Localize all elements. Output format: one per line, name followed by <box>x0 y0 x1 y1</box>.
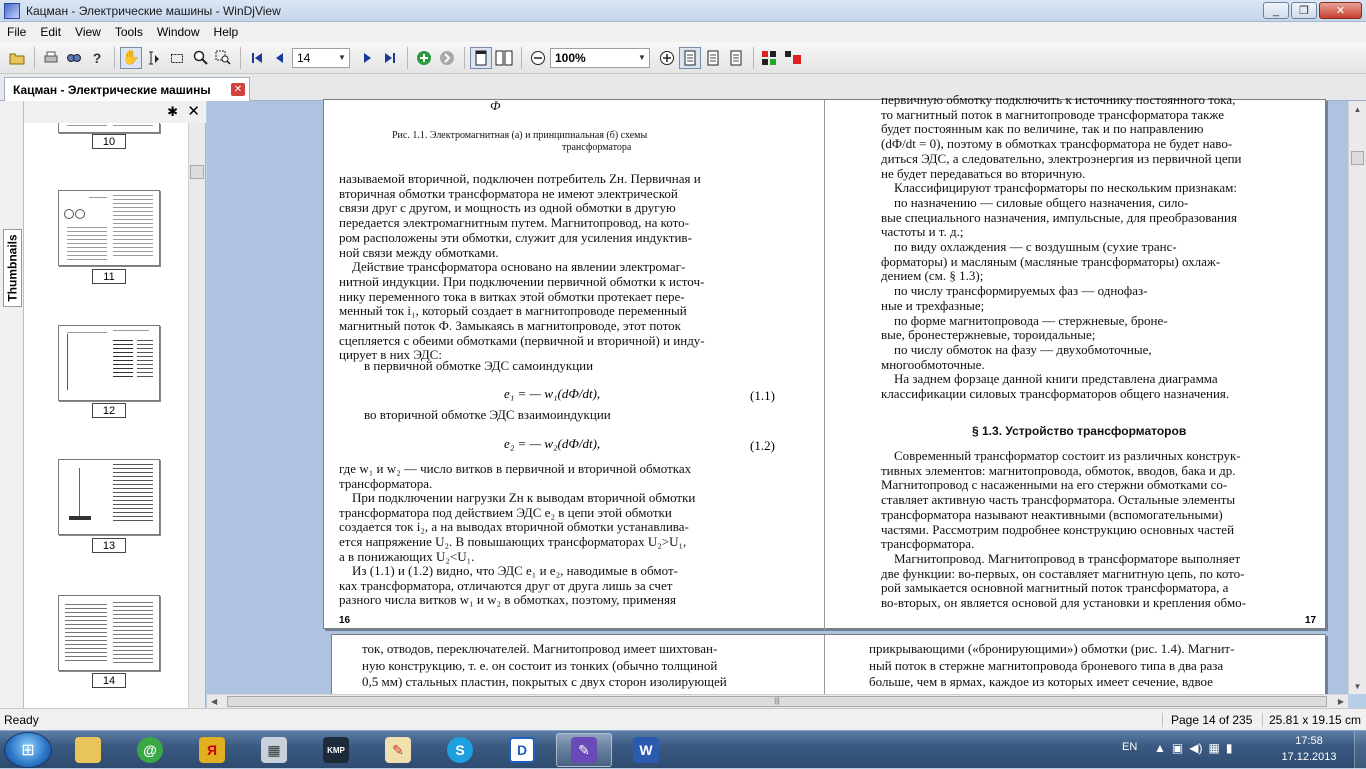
text-line: ставляет активную часть трансформатора. Остальные элементы <box>881 492 1236 508</box>
antivirus-icon[interactable]: ▦ <box>1208 741 1220 755</box>
system-tray <box>1116 731 1366 769</box>
page-number-value: 14 <box>297 50 311 65</box>
text-line: прикрывающими («бронирующими») обмотки (рис. 1.4). Магнит- <box>869 641 1235 656</box>
chat-icon: @ <box>137 737 163 763</box>
word-icon: W <box>633 737 659 763</box>
text-line: больше, чем в ярмах, каждое из которых имеет сечение, вдвое <box>869 674 1213 689</box>
text-select-icon[interactable] <box>143 47 165 69</box>
title-bar <box>0 0 1366 22</box>
page-number-left: 16 <box>339 615 351 626</box>
text-line: нитной индукции. При подключении первичной обмотки к источ- <box>339 273 705 289</box>
toolbar-separator <box>464 47 465 69</box>
formula-1-1: e₁ = — w₁(dФ/dt), <box>504 386 601 401</box>
minimize-button[interactable]: _ <box>1263 2 1289 19</box>
vertical-scrollbar-thumb[interactable] <box>1351 151 1364 165</box>
display-mode-icon[interactable] <box>782 47 804 69</box>
text-line: (dФ/dt = 0), поэтому в обмотках трансформатора не будет наво- <box>881 136 1233 152</box>
thumbnails-header <box>24 101 206 123</box>
print-icon[interactable] <box>40 47 62 69</box>
status-bar <box>0 708 1366 730</box>
text-line: Классифицируют трансформаторы по нескольким признакам: <box>881 180 1237 196</box>
text-line: ной связи между обмотками. <box>339 244 499 260</box>
window-title: Кацман - Электрические машины - WinDjView <box>26 3 281 18</box>
text-line: рой замыкается основной магнитный поток трансформатора, а <box>881 580 1229 596</box>
text-line: частоты и т. д.; <box>881 224 964 240</box>
secondary-emf-label: во вторичной обмотке ЭДС взаимоиндукции <box>364 407 611 422</box>
single-page-icon[interactable] <box>470 47 492 69</box>
text-line: ром расположены эти обмотки, служит для усиления индуктив- <box>339 229 692 245</box>
thumbnail-page-10[interactable] <box>58 123 160 133</box>
text-line: вые специального назначения, импульсные, для преобразования <box>881 209 1237 225</box>
text-line: На заднем форзаце данной книги представлена диаграмма <box>881 371 1218 387</box>
zoom-rect-icon[interactable] <box>212 47 234 69</box>
folder-icon <box>75 737 101 763</box>
next-page-icon[interactable] <box>356 47 378 69</box>
menu-help[interactable]: Help <box>213 25 239 39</box>
volume-icon[interactable]: ◀) <box>1189 741 1203 755</box>
text-line: передается электромагнитным путем. Магнитопровод, на кото- <box>339 215 689 231</box>
prev-page-icon[interactable] <box>269 47 291 69</box>
page-divider <box>824 100 825 630</box>
text-line: трансформатора. <box>881 536 975 552</box>
network-icon[interactable]: ▣ <box>1171 741 1184 755</box>
text-line: многообмоточные. <box>881 356 985 372</box>
thumbnail-page-11[interactable] <box>58 190 160 266</box>
scroll-down-icon[interactable]: ▼ <box>1353 681 1362 691</box>
thumbnails-scrollbar[interactable] <box>188 123 205 708</box>
taskbar-calculator[interactable] <box>246 733 302 767</box>
text-line: создается ток i₂, а на выводах вторичной обмотки устанавлива- <box>339 519 689 535</box>
toolbar-separator <box>521 47 522 69</box>
text-line: классификации силовых трансформаторов общего назначения. <box>881 386 1230 401</box>
text-line: то магнитный поток в магнитопроводе трансформатора также <box>881 106 1225 122</box>
toolbar-separator <box>407 47 408 69</box>
menu-view[interactable]: View <box>75 25 101 39</box>
text-line: ток, отводов, переключателей. Магнитопровод имеет шихтован- <box>362 641 718 656</box>
text-line: менный ток i₁, который создает в магнитопроводе переменный <box>339 303 687 319</box>
clock-date[interactable]: 17.12.2013 <box>1281 751 1337 763</box>
text-line: Магнитопровод с насаженными на его стержни обмотками со- <box>881 477 1228 493</box>
thumbnail-page-12[interactable] <box>58 325 160 401</box>
text-line: не будет передаваться во вторичную. <box>881 165 1086 181</box>
menu-window[interactable]: Window <box>156 25 200 39</box>
yandex-icon: Я <box>199 737 225 763</box>
text-line: называемой вторичной, подключен потребитель Zн. Первичная и <box>339 171 701 186</box>
text-line: будет постоянным как по величине, так и по направлению <box>881 121 1204 137</box>
viewer-horizontal-scrollbar[interactable] <box>207 694 1348 708</box>
text-line: тивных элементов: магнитопровода, обмоток, вводов, бака и др. <box>881 462 1236 478</box>
text-line: трансформатора называют неактивными (вспомогательными) <box>881 506 1223 522</box>
page-spread-16-17 <box>323 92 1326 629</box>
taskbar-word[interactable] <box>618 733 674 767</box>
calculator-icon: ▦ <box>261 737 287 763</box>
close-tab-icon[interactable]: ✕ <box>231 83 245 96</box>
formula-1-1-number: (1.1) <box>750 388 775 403</box>
formula-1-2: e₂ = — w₂(dФ/dt), <box>504 436 601 451</box>
menu-bar <box>0 22 1366 42</box>
power-icon[interactable]: ▮ <box>1225 741 1233 755</box>
text-line: ный поток в стержне магнитопровода броневого типа в два раза <box>869 657 1224 673</box>
taskbar-windjview[interactable] <box>556 733 612 767</box>
back-icon[interactable] <box>413 47 435 69</box>
gear-icon[interactable]: ✱ <box>167 104 178 119</box>
text-line: Магнитопровод. Магнитопровод в трансформаторе выполняет <box>881 550 1241 566</box>
zoom-icon[interactable] <box>189 47 211 69</box>
open-folder-icon[interactable] <box>6 47 28 69</box>
text-line: связи друг с другом, и мощность из одной обмотки в другую <box>339 200 676 216</box>
toolbar-separator <box>240 47 241 69</box>
document-tab[interactable] <box>4 77 250 101</box>
text-line: по форме магнитопровода — стержневые, броне- <box>881 312 1168 328</box>
start-button[interactable]: ⊞ <box>4 732 52 768</box>
media-player-icon: KMP <box>323 737 349 763</box>
find-icon[interactable] <box>63 47 85 69</box>
thumbnail-label-10[interactable]: 10 <box>92 134 126 149</box>
figure-symbol: Ф <box>490 98 501 113</box>
figure-caption-line1: Рис. 1.1. Электромагнитная (а) и принципиальная (б) схемы <box>392 130 648 141</box>
status-ready: Ready <box>4 713 39 727</box>
taskbar-daemon-tools[interactable] <box>494 733 550 767</box>
status-page-info: Page 14 of 235 <box>1162 713 1252 727</box>
primary-emf-label: в первичной обмотке ЭДС самоиндукции <box>364 358 594 373</box>
windjview-icon: ✎ <box>571 737 597 763</box>
last-page-icon[interactable] <box>379 47 401 69</box>
text-line: ные и трехфазные; <box>881 297 985 313</box>
clock-time[interactable]: 17:58 <box>1295 735 1323 747</box>
text-line: трансформатора. <box>339 475 433 491</box>
text-line: по числу трансформируемых фаз — однофаз- <box>881 283 1148 299</box>
skype-icon: S <box>447 737 473 763</box>
maximize-button[interactable]: ❐ <box>1291 2 1317 19</box>
text-line: две функции: во-первых, он составляет магнитную цепь, по кото- <box>881 565 1245 581</box>
taskbar-kmplayer[interactable] <box>308 733 364 767</box>
show-desktop-button[interactable] <box>1354 731 1366 769</box>
text-line: дением (см. § 1.3); <box>881 268 984 284</box>
text-line: Современный трансформатор состоит из различных конструк- <box>881 448 1241 463</box>
text-line: по числу обмоток на фазу — двухобмоточные, <box>881 341 1152 357</box>
rect-select-icon[interactable] <box>166 47 188 69</box>
text-line: во-вторых, он является основой для установки и крепления обмо- <box>881 595 1246 610</box>
viewer-vertical-scrollbar[interactable] <box>1348 101 1366 694</box>
zoom-combo[interactable] <box>550 48 650 68</box>
thumbnail-label-13[interactable]: 13 <box>92 538 126 553</box>
taskbar-skype[interactable] <box>432 733 488 767</box>
text-line: Из (1.1) и (1.2) видно, что ЭДС e₁ и e₂, наводимые в обмот- <box>339 563 678 579</box>
help-icon[interactable]: ? <box>92 49 102 66</box>
text-line: разного числа витков w₁ и w₂ в обмотках, поэтому, применяя <box>339 592 676 608</box>
text-line: ках трансформатора, отличаются друг от друга лишь за счет <box>339 577 673 593</box>
text-line: по назначению — силовые общего назначения, сило- <box>881 194 1189 210</box>
taskbar-explorer[interactable] <box>60 733 116 767</box>
page-number-right: 17 <box>1305 615 1317 626</box>
document-tab-label: Кацман - Электрические машины <box>13 82 211 97</box>
text-line: диться ЭДС, а следовательно, электроэнергия из первичной цепи <box>881 150 1242 166</box>
fit-width-icon[interactable] <box>702 47 724 69</box>
horizontal-scrollbar-thumb[interactable]: ||| <box>227 696 1327 707</box>
close-icon[interactable]: ✕ <box>187 103 200 120</box>
menu-file[interactable]: File <box>7 25 27 39</box>
toolbar-separator <box>34 47 35 69</box>
palette-icon: ✎ <box>385 737 411 763</box>
hand-tool-icon[interactable]: ✋ <box>120 47 142 69</box>
fit-page-icon[interactable] <box>679 47 701 69</box>
text-line: вторичная обмотки трансформатора не имеют электрической <box>339 185 678 201</box>
toolbar <box>0 42 1366 74</box>
taskbar <box>0 730 1366 768</box>
zoom-value: 100% <box>555 50 586 65</box>
daemon-tools-icon: D <box>509 737 535 763</box>
section-title: § 1.3. Устройство трансформаторов <box>972 424 1187 438</box>
windjview-app-icon <box>4 3 20 19</box>
text-line: частями. Рассмотрим подробнее конструкцию основных частей <box>881 521 1235 537</box>
facing-pages-icon[interactable] <box>493 47 515 69</box>
status-page-size: 25.81 x 19.15 cm <box>1262 713 1361 727</box>
text-line: цирует в них ЭДС: <box>339 347 442 363</box>
menu-edit[interactable]: Edit <box>40 25 62 39</box>
text-line: 0,5 мм) стальных пластин, покрытых с двух сторон изолирующей <box>362 674 727 689</box>
menu-tools[interactable]: Tools <box>114 25 143 39</box>
text-line: ную конструкцию, т. е. он состоит из тонких (обычно толщиной <box>362 657 718 673</box>
actual-size-icon[interactable] <box>725 47 747 69</box>
language-indicator[interactable]: EN <box>1122 741 1138 753</box>
zoom-in-icon[interactable] <box>656 47 678 69</box>
thumbnail-page-13[interactable] <box>58 459 160 535</box>
text-line: трансформатора под действием ЭДС e₂ в цепи этой обмотки <box>339 504 672 520</box>
page-number-combo[interactable] <box>292 48 350 68</box>
text-line: где w₁ и w₂ — число витков в первичной и вторичной обмотках <box>339 461 692 476</box>
chevron-down-icon[interactable]: ▼ <box>638 53 646 62</box>
scroll-left-icon[interactable]: ◀ <box>211 697 218 706</box>
toolbar-separator <box>114 47 115 69</box>
close-button[interactable]: ✕ <box>1319 2 1362 19</box>
text-line: форматоры) и масляным (масляные трансформаторы) охлаж- <box>881 253 1221 269</box>
tray-expand-icon[interactable]: ▲ <box>1154 741 1166 755</box>
text-line: нику переменного тока в витках этой обмотки протекает пере- <box>339 288 685 304</box>
taskbar-icq[interactable] <box>122 733 178 767</box>
scroll-up-icon[interactable]: ▲ <box>1353 104 1362 114</box>
text-line: сцепляется с обеими обмотками (первичной и вторичной) и инду- <box>339 332 705 348</box>
thumbnails-scrollbar-thumb[interactable] <box>190 165 204 179</box>
zoom-out-icon[interactable] <box>527 47 549 69</box>
text-line: Действие трансформатора основано на явлении электромаг- <box>339 259 686 275</box>
text-line: первичную обмотку подключить к источнику постоянного тока, <box>881 92 1236 107</box>
thumbnail-label-14[interactable]: 14 <box>92 673 126 688</box>
text-line: вые, бронестержневые, тороидальные; <box>881 327 1096 343</box>
text-line: ется напряжение U₂. В повышающих трансформаторах U₂>U₁, <box>339 534 687 549</box>
figure-caption-line2: трансформатора <box>562 142 632 153</box>
formula-1-2-number: (1.2) <box>750 438 775 453</box>
text-line: а в понижающих U₂<U₁. <box>339 548 475 564</box>
chevron-down-icon[interactable]: ▼ <box>338 53 346 62</box>
taskbar-yandex[interactable] <box>184 733 240 767</box>
text-line: магнитный поток Ф. Замыкаясь в магнитопроводе, этот поток <box>339 318 681 333</box>
sidebar-tab-bar <box>0 101 24 708</box>
toolbar-separator <box>753 47 754 69</box>
tab-thumbnails[interactable] <box>3 229 22 307</box>
document-viewer[interactable] <box>207 92 1348 694</box>
thumbnail-page-14[interactable] <box>58 595 160 671</box>
text-line: по виду охлаждения — с воздушным (сухие транс- <box>881 239 1177 254</box>
text-line: При подключении нагрузки Zн к выводам вторичной обмотки <box>339 490 696 506</box>
thumbnail-label-11[interactable]: 11 <box>92 269 126 284</box>
thumbnail-label-12[interactable]: 12 <box>92 403 126 418</box>
forward-icon[interactable] <box>436 47 458 69</box>
thumbnails-panel <box>24 101 206 708</box>
scroll-right-icon[interactable]: ▶ <box>1337 697 1344 706</box>
taskbar-paint[interactable] <box>370 733 426 767</box>
first-page-icon[interactable] <box>246 47 268 69</box>
color-mode-icon[interactable] <box>759 47 781 69</box>
tab-thumbnails-label: Thumbnails <box>5 234 20 302</box>
